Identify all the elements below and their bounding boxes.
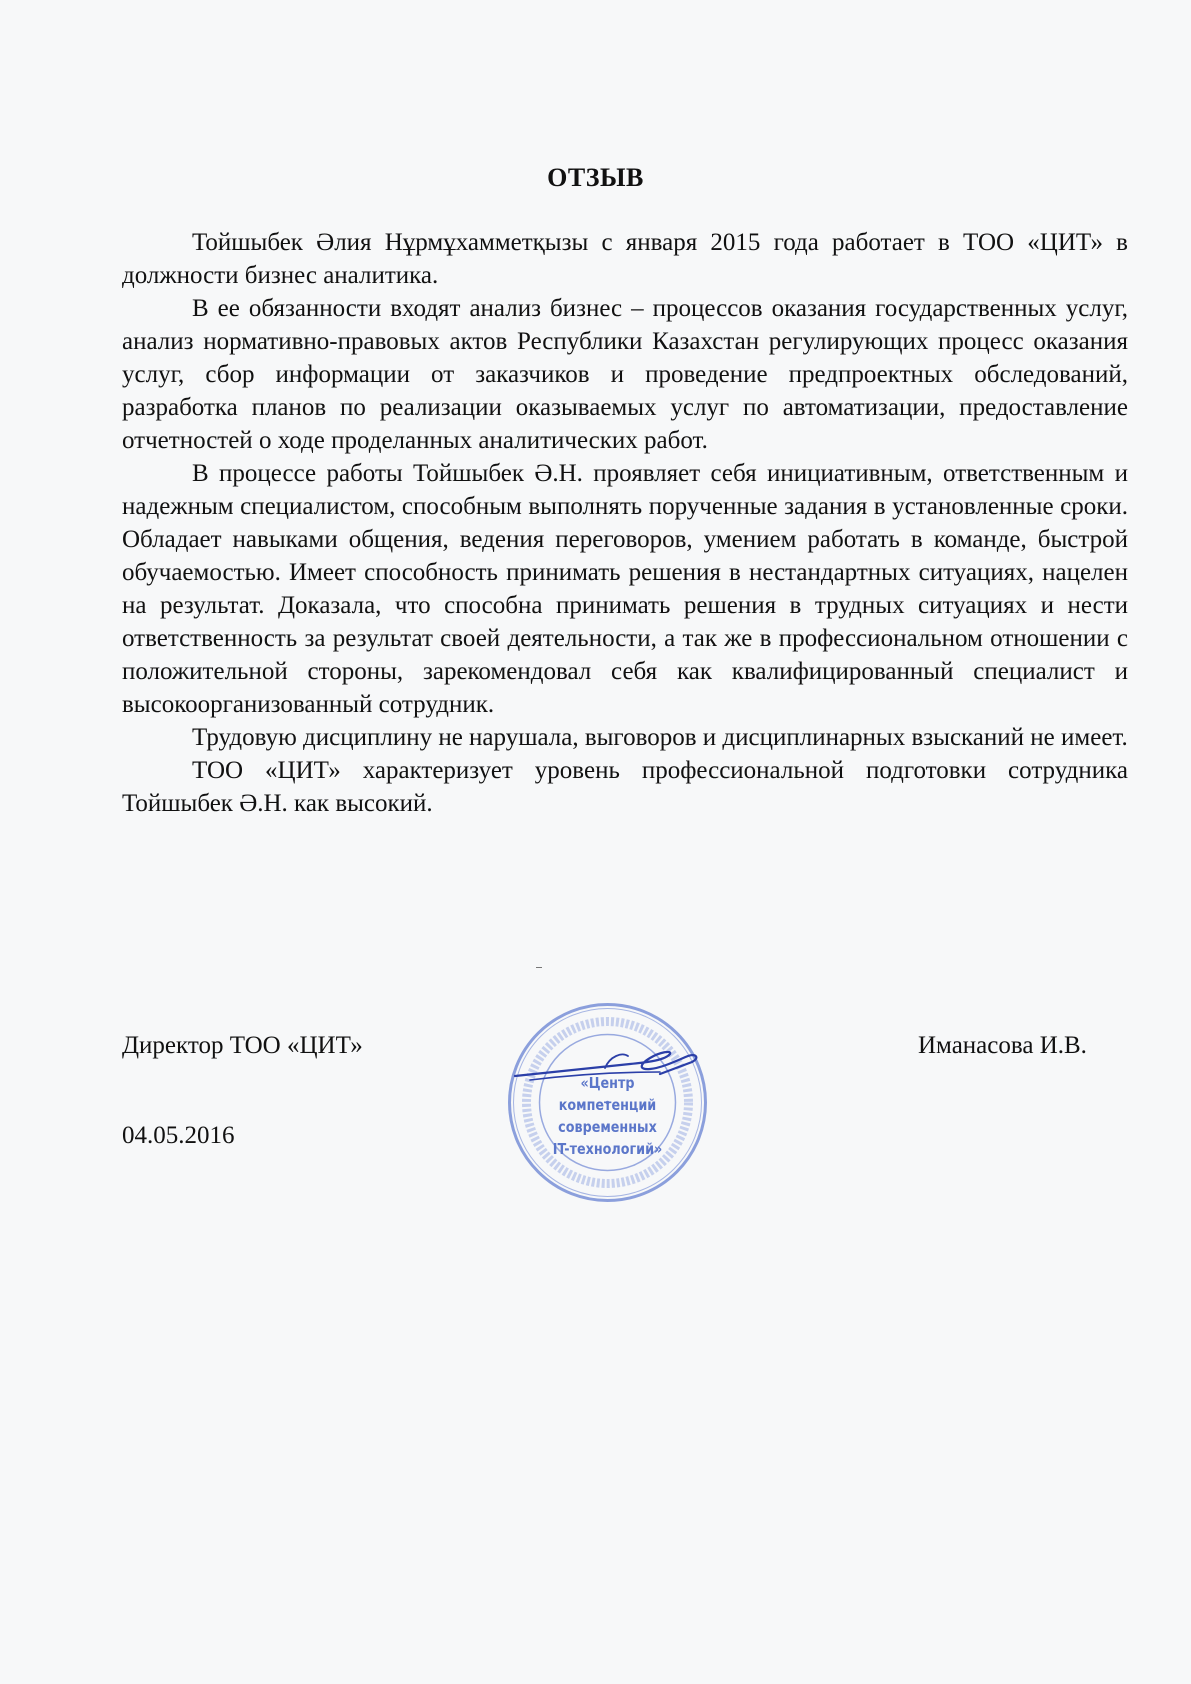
seal-line-2: современных [558, 1118, 657, 1136]
paragraph-employment: Тойшыбек Әлия Нұрмұхамметқызы с января 2015 года работает в ТОО «ЦИТ» в должности бизнес аналитика. [122, 229, 1128, 289]
document-title: ОТЗЫВ [547, 163, 644, 192]
seal-line-1: «Центр компетенций [558, 1074, 657, 1114]
paragraph-duties: В ее обязанности входят анализ бизнес – процессов оказания государственных услуг, анализ нормативно-правовых актов Республики Казахстан регулирующих процесс оказания услуг, сбор информации от заказчиков и проведение предпроектных обследований, разработка планов по реализации оказываемых услуг по автоматизации, предоставление отчетностей о ходе проделанных аналитических работ. [122, 295, 1128, 454]
signer-name: Иманасова И.В. [918, 1032, 1087, 1059]
document-body [122, 226, 1128, 820]
paragraph-discipline: Трудовую дисциплину не нарушала, выговоров и дисциплинарных взысканий не имеет. [192, 724, 1128, 751]
scan-speck [536, 967, 542, 968]
paragraph-qualities: В процессе работы Тойшыбек Ә.Н. проявляет себя инициативным, ответственным и надежным специалистом, способным выполнять порученные задания в установленные сроки. Обладает навыками общения, ведения переговоров, умением работать в команде, быстрой обучаемостью. Имеет способность принимать решения в нестандартных ситуациях, нацелен на результат. Доказала, что способна принимать решения в трудных ситуациях и нести ответственность за результат своей деятельности, а так же в профессиональном отношении с положительной стороны, зарекомендовал себя как квалифицированный специалист и высокоорганизованный сотрудник. [122, 460, 1128, 718]
signer-position: Директор ТОО «ЦИТ» [122, 1032, 363, 1059]
paragraph-conclusion: ТОО «ЦИТ» характеризует уровень профессиональной подготовки сотрудника Тойшыбек Ә.Н. как высокий. [122, 757, 1128, 817]
document-date: 04.05.2016 [122, 1122, 235, 1149]
handwritten-signature [510, 1042, 710, 1092]
seal-line-3: IT-технологий» [552, 1140, 663, 1158]
